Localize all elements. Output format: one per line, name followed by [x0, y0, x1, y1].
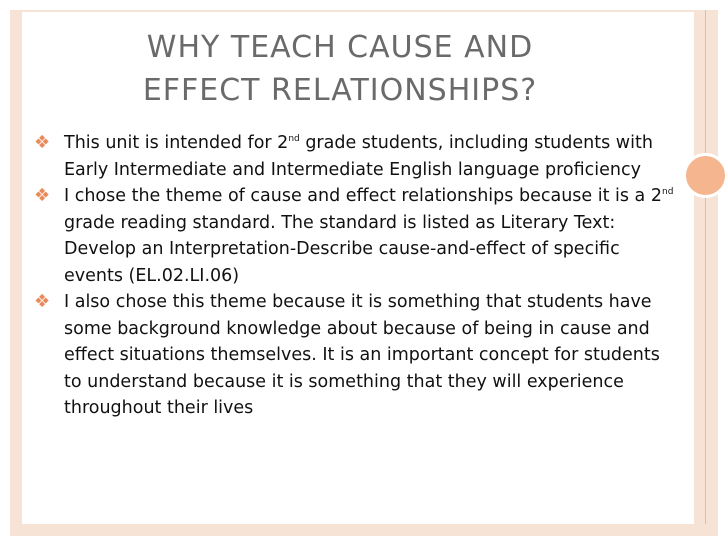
- frame-bottom-border: [10, 524, 718, 536]
- decorative-circle: [683, 153, 728, 198]
- slide-title: [60, 26, 620, 112]
- slide-title-line-1: WHY TEACH CAUSE AND: [146, 30, 534, 65]
- frame-left-border: [10, 10, 22, 536]
- bullet-marker-icon: ❖: [34, 132, 51, 153]
- slide-title-line-2: EFFECT RELATIONSHIPS?: [142, 73, 538, 108]
- bullet-1-superscript: nd: [288, 134, 300, 145]
- frame-top-border: [10, 10, 718, 12]
- bullet-1-text-end: grade students, including: [299, 133, 529, 153]
- bullet-3-text: I also chose this theme because it is something that students have some background knowledge about because of being in cause and effect situations themselves. It is an important concept for students to understand because it is something that they will experience throughout their lives: [64, 292, 660, 418]
- bullet-list: [34, 130, 674, 422]
- bullet-1-text-start: This unit is intended for 2: [64, 133, 289, 153]
- bullet-item-3: [34, 289, 674, 422]
- bullet-1-text-rest: students with Early Intermediate and Intermediate English language proficiency: [64, 133, 653, 180]
- bullet-marker-icon: ❖: [34, 185, 51, 206]
- bullet-2-text-rest: is listed as Literary Text: Develop an Interpretation-Describe cause-and-effect of specific events (EL.02.LI.06): [64, 212, 620, 286]
- frame-right-border: [694, 10, 718, 536]
- bullet-item-1: [34, 130, 674, 183]
- bullet-2-text-end: grade reading standard. The standard: [64, 212, 397, 233]
- frame-right-line: [705, 10, 706, 536]
- bullet-2-text-start: because it is a 2: [518, 186, 662, 206]
- bullet-2-line-1: I chose the theme of cause and effect relationships: [64, 186, 514, 206]
- bullet-2-superscript: nd: [661, 187, 674, 198]
- bullet-item-2: [34, 183, 674, 289]
- bullet-marker-icon: ❖: [34, 291, 51, 312]
